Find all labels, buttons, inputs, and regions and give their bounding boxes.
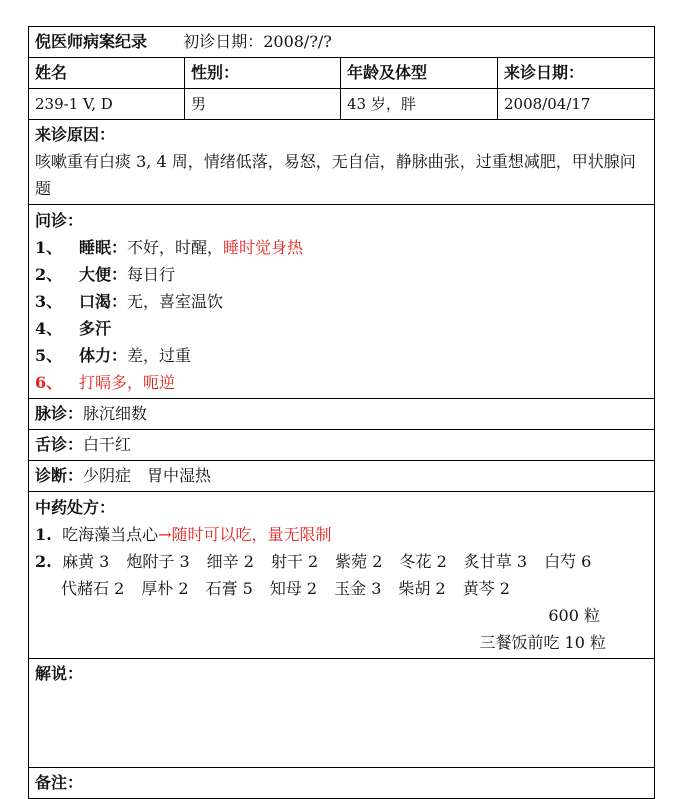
notes-section xyxy=(29,768,655,799)
first-visit-date: 初诊日期：2008/?/? xyxy=(183,32,332,51)
visit-date-label: 来诊日期： xyxy=(498,58,655,89)
inquiry-item: 3、 口渴： 无，喜室温饮 xyxy=(35,292,224,311)
prescription-label: 中药处方： xyxy=(35,498,116,517)
reason-label: 来诊原因： xyxy=(35,125,116,144)
name-label: 姓名 xyxy=(29,58,185,89)
herb: 黄芩 2 xyxy=(462,579,510,598)
inquiry-item: 4、 多汗 xyxy=(35,319,112,338)
case-record-sheet xyxy=(28,26,654,799)
prescription-item-2: 2. 麻黄 3 炮附子 3 细辛 2 射干 2 紫菀 2 冬花 2 炙甘草 3 白芍 6 xyxy=(35,548,648,575)
tongue-label: 舌诊： xyxy=(35,435,84,454)
pulse-label: 脉诊： xyxy=(35,404,84,423)
inquiry-item: 2、 大便： 每日行 xyxy=(35,265,176,284)
reason-text: 咳嗽重有白痰 3, 4 周，情绪低落，易怒，无自信，静脉曲张，过重想减肥，甲状腺问题 xyxy=(35,152,636,198)
herbs-line-1 xyxy=(62,552,591,571)
herb: 射干 2 xyxy=(270,552,319,571)
herb: 代赭石 2 xyxy=(61,579,125,598)
diagnosis-label: 诊断： xyxy=(35,466,84,485)
herb: 冬花 2 xyxy=(399,552,447,571)
diagnosis-section xyxy=(29,461,655,492)
prescription-section xyxy=(29,492,655,659)
herb: 炙甘草 3 xyxy=(463,552,528,571)
pulse-text: 脉沉细数 xyxy=(83,404,148,423)
herb: 炮附子 3 xyxy=(126,552,190,571)
inquiry-item: 6、 打嗝多，呃逆 xyxy=(35,373,176,392)
herb: 知母 2 xyxy=(269,579,318,598)
case-record-table xyxy=(28,26,655,799)
gender-label: 性别： xyxy=(185,58,341,89)
inquiry-section xyxy=(29,205,655,399)
reason-section xyxy=(29,120,655,205)
tongue-section xyxy=(29,430,655,461)
herbs-line-2 xyxy=(35,575,648,602)
gender-value: 男 xyxy=(185,89,341,120)
pulse-section xyxy=(29,399,655,430)
herb: 细辛 2 xyxy=(206,552,254,571)
dose-usage: 三餐饭前吃 10 粒 xyxy=(479,633,606,652)
notes-label: 备注： xyxy=(35,773,84,792)
tongue-text: 白干红 xyxy=(83,435,132,454)
age-build-value: 43 岁，胖 xyxy=(341,89,498,120)
herb: 柴胡 2 xyxy=(398,579,446,598)
herb: 白芍 6 xyxy=(544,552,592,571)
name-value: 239-1 V, D xyxy=(29,89,185,120)
explanation-section xyxy=(29,659,655,768)
inquiry-item: 5、 体力： 差，过重 xyxy=(35,346,192,365)
herb: 麻黄 3 xyxy=(62,552,110,571)
visit-date-value: 2008/04/17 xyxy=(498,89,655,120)
diagnosis-text: 少阴症 胃中湿热 xyxy=(83,466,212,485)
dose-amount: 600 粒 xyxy=(548,606,600,625)
herb: 厚朴 2 xyxy=(141,579,189,598)
herb: 石膏 5 xyxy=(205,579,253,598)
inquiry-item: 1、 睡眠： 不好，时醒， 睡时觉身热 xyxy=(35,238,304,257)
explanation-label: 解说： xyxy=(35,664,84,683)
inquiry-label: 问诊： xyxy=(35,211,84,230)
record-title: 倪医师病案纪录 xyxy=(35,32,148,51)
prescription-item-1: 1. 吃海藻当点心→随时可以吃，量无限制 xyxy=(35,525,332,544)
herb: 玉金 3 xyxy=(334,579,382,598)
age-build-label: 年龄及体型 xyxy=(341,58,498,89)
herb: 紫菀 2 xyxy=(335,552,383,571)
